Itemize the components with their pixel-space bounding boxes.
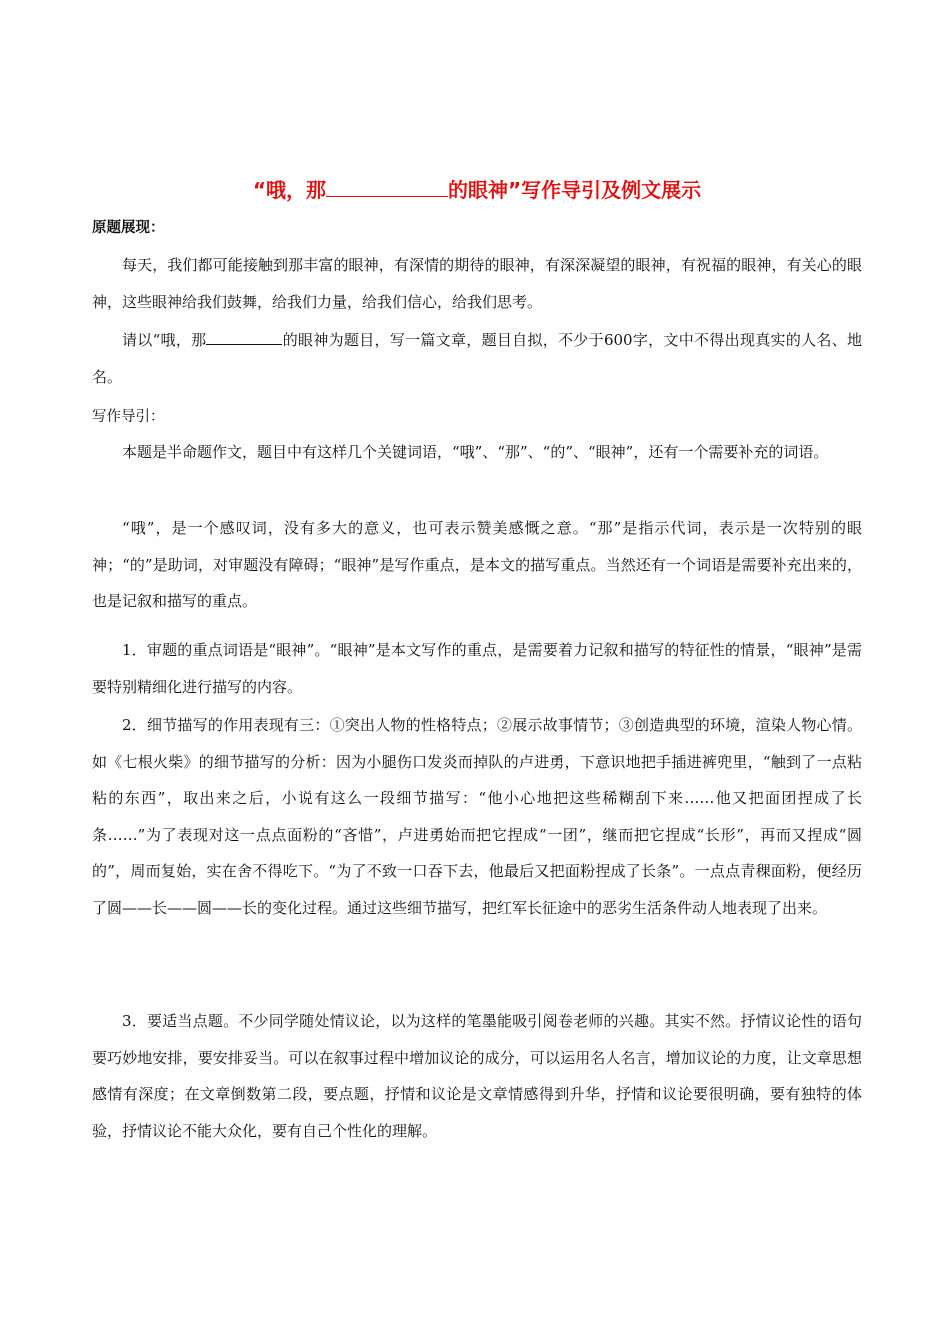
paragraph-guide-overview: 本题是半命题作文，题目中有这样几个关键词语，“哦”、“那”、“的”、“眼神”，还有一个需要补充的词语。 [122,443,829,461]
prompt-prefix: 请以“哦，那 [122,331,207,349]
paragraph-point-1: 1．审题的重点词语是“眼神”。“眼神”是本文写作的重点，是需要着力记叙和描写的特征性的情景，“眼神”是需要特别精细化进行描写的内容。 [92,641,862,696]
paragraph-point-2: 2．细节描写的作用表现有三：①突出人物的性格特点；②展示故事情节；③创造典型的环境，渲染人物心情。如《七根火柴》的细节描写的分析：因为小腿伤口发炎而掉队的卢进勇，下意识地把手插进裤兜里，“触到了一点粘粘的东西”，取出来之后，小说有这么一段细节描写：“他小心地把这些稀糊刮下来……他又把面团捏成了长条……”为了表现对这一点点面粉的“吝惜”，卢进勇始而把它捏成“一团”，继而把它捏成“长形”，再而又捏成“圆的”，周而复始，实在舍不得吃下。“为了不致一口吞下去，他最后又把面粉捏成了长条”。一点点青稞面粉，便经历了圆——长——圆——长的变化过程。通过这些细节描写，把红军长征途中的恶劣生活条件动人地表现了出来。 [92,716,862,917]
paragraph-intro: 每天，我们都可能接触到那丰富的眼神，有深情的期待的眼神，有深深凝望的眼神，有祝福的眼神，有关心的眼神，这些眼神给我们鼓舞，给我们力量，给我们信心，给我们思考。 [92,256,862,311]
writing-guide-heading: 写作导引： [92,409,165,425]
document-title [92,176,862,204]
paragraph-prompt [92,322,862,395]
paragraph-keyword-analysis: “哦”，是一个感叹词，没有多大的意义，也可表示赞美感慨之意。“那”是指示代词，表示是一次特别的眼神；“的”是助词，对审题没有障碍；“眼神”是写作重点，是本文的描写重点。当然还有一个词语是需要补充出来的，也是记叙和描写的重点。 [92,519,862,610]
title-blank-line [326,178,448,197]
title-suffix: 的眼神”写作导引及例文展示 [448,178,702,202]
original-question-heading: 原题展现： [92,220,165,236]
prompt-blank-line [206,330,282,345]
prompt-suffix: 的眼神为题目，写一篇文章，题目自拟，不少于600字，文中不得出现真实的人名、地名。 [92,331,863,386]
paragraph-point-3: 3．要适当点题。不少同学随处情议论，以为这样的笔墨能吸引阅卷老师的兴趣。其实不然。抒情议论性的语句要巧妙地安排，要安排妥当。可以在叙事过程中增加议论的成分，可以运用名人名言，增加议论的力度，让文章思想感情有深度；在文章倒数第二段，要点题，抒情和议论是文章情感得到升华，抒情和议论要很明确，要有独特的体验，抒情议论不能大众化，要有自己个性化的理解。 [92,1012,862,1140]
title-prefix: “哦，那 [252,178,326,202]
